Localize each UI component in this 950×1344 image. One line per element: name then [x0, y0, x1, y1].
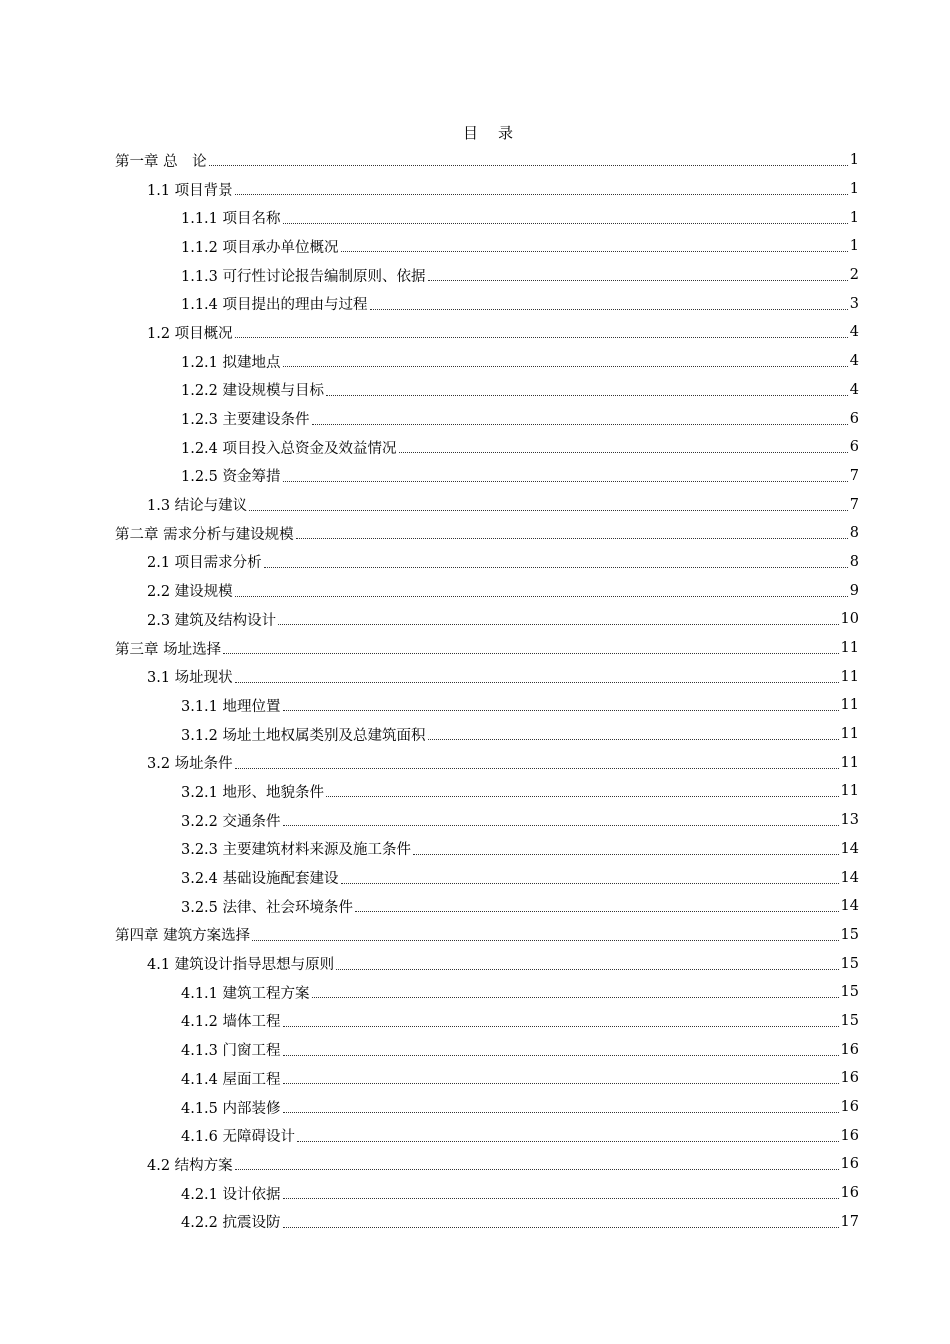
toc-entry[interactable]	[115, 691, 859, 720]
toc-entry-page-number: 6	[849, 439, 859, 456]
dot-leader	[370, 308, 848, 310]
toc-entry-title: 第二章 需求分析与建设规模	[115, 523, 295, 544]
toc-entry[interactable]	[115, 261, 859, 290]
toc-entry[interactable]	[115, 1179, 859, 1208]
dot-leader	[341, 882, 839, 884]
toc-entry-page-number: 1	[849, 152, 859, 169]
toc-entry-page-number: 16	[840, 1185, 859, 1202]
dot-leader	[296, 537, 848, 539]
dot-leader	[283, 365, 848, 367]
dot-leader	[252, 939, 838, 941]
toc-entry-page-number: 13	[840, 812, 859, 829]
toc-entry-page-number: 11	[840, 783, 859, 800]
toc-entry[interactable]	[115, 462, 859, 491]
dot-leader	[283, 709, 839, 711]
toc-entry-title: 3.1.2 场址土地权属类别及总建筑面积	[181, 724, 427, 745]
toc-entry-title: 4.1.3 门窗工程	[181, 1039, 282, 1060]
toc-heading-right: 录	[498, 124, 514, 142]
dot-leader	[235, 1168, 839, 1170]
toc-entry-title: 4.2.1 设计依据	[181, 1183, 282, 1204]
dot-leader	[283, 1054, 839, 1056]
toc-entry-page-number: 6	[849, 410, 859, 427]
toc-entry-title: 2.1 项目需求分析	[147, 551, 263, 572]
toc-entry-page-number: 16	[840, 1041, 859, 1058]
dot-leader	[413, 853, 839, 855]
toc-entry-page-number: 11	[840, 754, 859, 771]
toc-entry[interactable]	[115, 863, 859, 892]
toc-entry-title: 1.2.2 建设规模与目标	[181, 379, 325, 400]
toc-entry-title: 4.2 结构方案	[147, 1154, 234, 1175]
toc-entry-page-number: 11	[840, 640, 859, 657]
dot-leader	[264, 566, 848, 568]
toc-entry-title: 2.3 建筑及结构设计	[147, 609, 277, 630]
toc-entry-page-number: 4	[849, 353, 859, 370]
dot-leader	[428, 738, 839, 740]
toc-entry-page-number: 7	[849, 496, 859, 513]
toc-entry[interactable]	[115, 1007, 859, 1036]
toc-entry-title: 第一章 总 论	[115, 150, 208, 171]
toc-entry-title: 4.1.6 无障碍设计	[181, 1125, 296, 1146]
toc-entry-page-number: 8	[849, 525, 859, 542]
toc-entry[interactable]	[115, 548, 859, 577]
toc-entry-page-number: 16	[840, 1070, 859, 1087]
dot-leader	[326, 795, 839, 797]
toc-entry-page-number: 14	[840, 840, 859, 857]
toc-entry-page-number: 15	[840, 1012, 859, 1029]
toc-entry-title: 第四章 建筑方案选择	[115, 924, 251, 945]
dot-leader	[428, 279, 848, 281]
toc-entry[interactable]	[115, 490, 859, 519]
toc-entry[interactable]	[115, 1150, 859, 1179]
toc-entry[interactable]	[115, 289, 859, 318]
toc-entry[interactable]	[115, 720, 859, 749]
toc-entry-title: 1.1.2 项目承办单位概况	[181, 236, 340, 257]
dot-leader	[283, 480, 848, 482]
toc-entry[interactable]	[115, 634, 859, 663]
dot-leader	[312, 423, 848, 425]
toc-entry-page-number: 15	[840, 926, 859, 943]
toc-entry-title: 4.1 建筑设计指导思想与原则	[147, 953, 335, 974]
dot-leader	[249, 509, 848, 511]
toc-entry[interactable]	[115, 1207, 859, 1236]
dot-leader	[278, 623, 838, 625]
toc-entry[interactable]	[115, 519, 859, 548]
toc-entry-page-number: 10	[840, 611, 859, 628]
toc-entry-title: 1.2 项目概况	[147, 322, 234, 343]
toc-entry-title: 3.2.1 地形、地貌条件	[181, 781, 325, 802]
toc-entry-title: 3.1 场址现状	[147, 666, 234, 687]
dot-leader	[209, 164, 848, 166]
dot-leader	[235, 767, 839, 769]
toc-entry-page-number: 7	[849, 467, 859, 484]
dot-leader	[355, 910, 839, 912]
toc-entry[interactable]	[115, 777, 859, 806]
toc-entry-title: 1.2.1 拟建地点	[181, 351, 282, 372]
toc-entry-title: 3.2.4 基础设施配套建设	[181, 867, 340, 888]
toc-entry-title: 3.2.2 交通条件	[181, 810, 282, 831]
toc-entry[interactable]	[115, 1121, 859, 1150]
toc-heading	[0, 122, 950, 144]
toc-entry[interactable]	[115, 921, 859, 950]
toc-entry-title: 第三章 场址选择	[115, 638, 222, 659]
toc-entry[interactable]	[115, 232, 859, 261]
toc-entry-title: 3.2 场址条件	[147, 752, 234, 773]
toc-entry[interactable]	[115, 347, 859, 376]
dot-leader	[326, 394, 848, 396]
dot-leader	[235, 595, 848, 597]
toc-entry-page-number: 11	[840, 668, 859, 685]
toc-entry-page-number: 14	[840, 869, 859, 886]
toc-entry-page-number: 8	[849, 553, 859, 570]
toc-entry-title: 1.1.4 项目提出的理由与过程	[181, 293, 369, 314]
dot-leader	[283, 824, 839, 826]
dot-leader	[283, 1197, 839, 1199]
toc-entry-title: 3.2.5 法律、社会环境条件	[181, 896, 354, 917]
toc-entry[interactable]	[115, 433, 859, 462]
dot-leader	[341, 250, 848, 252]
dot-leader	[235, 681, 839, 683]
toc-entry[interactable]	[115, 662, 859, 691]
toc-entry-title: 4.1.1 建筑工程方案	[181, 982, 311, 1003]
toc-entry-title: 1.1.1 项目名称	[181, 207, 282, 228]
dot-leader	[283, 1082, 839, 1084]
dot-leader	[297, 1140, 839, 1142]
toc-entry[interactable]	[115, 1093, 859, 1122]
dot-leader	[283, 1025, 839, 1027]
toc-entry-page-number: 4	[849, 381, 859, 398]
dot-leader	[223, 652, 838, 654]
toc-entry-page-number: 11	[840, 726, 859, 743]
toc-entry-page-number: 15	[840, 955, 859, 972]
toc-entry[interactable]	[115, 806, 859, 835]
toc-entry-page-number: 4	[849, 324, 859, 341]
toc-entry-page-number: 16	[840, 1156, 859, 1173]
toc-entry-page-number: 1	[849, 238, 859, 255]
toc-entry-title: 3.1.1 地理位置	[181, 695, 282, 716]
toc-entry[interactable]	[115, 978, 859, 1007]
toc-entry[interactable]	[115, 1035, 859, 1064]
toc-entry[interactable]	[115, 203, 859, 232]
toc-entry-page-number: 15	[840, 984, 859, 1001]
toc-entry-page-number: 2	[849, 267, 859, 284]
toc-entry-title: 3.2.3 主要建筑材料来源及施工条件	[181, 838, 412, 859]
toc-entry-title: 4.1.5 内部装修	[181, 1097, 282, 1118]
toc-entry-page-number: 16	[840, 1127, 859, 1144]
dot-leader	[312, 996, 839, 998]
toc-entry[interactable]	[115, 892, 859, 921]
toc-entry-page-number: 9	[849, 582, 859, 599]
toc-entry-title: 1.3 结论与建议	[147, 494, 248, 515]
toc-entry-title: 1.1.3 可行性讨论报告编制原则、依据	[181, 265, 427, 286]
toc-entry-title: 1.1 项目背景	[147, 179, 234, 200]
dot-leader	[235, 336, 848, 338]
toc-entry-page-number: 11	[840, 697, 859, 714]
toc-entry-title: 1.2.5 资金筹措	[181, 465, 282, 486]
dot-leader	[283, 1111, 839, 1113]
dot-leader	[399, 451, 848, 453]
toc-heading-left: 目	[462, 124, 478, 142]
toc-entry-page-number: 17	[840, 1213, 859, 1230]
toc-entry-page-number: 1	[849, 209, 859, 226]
toc-entry[interactable]	[115, 1064, 859, 1093]
toc-entry-page-number: 16	[840, 1099, 859, 1116]
toc-entry[interactable]	[115, 146, 859, 175]
toc-entry[interactable]	[115, 318, 859, 347]
toc-entry-page-number: 3	[849, 295, 859, 312]
dot-leader	[283, 222, 848, 224]
toc-entry-title: 4.1.4 屋面工程	[181, 1068, 282, 1089]
toc-entry[interactable]	[115, 605, 859, 634]
toc-entry[interactable]	[115, 949, 859, 978]
toc-entry-title: 4.2.2 抗震设防	[181, 1211, 282, 1232]
dot-leader	[235, 193, 848, 195]
dot-leader	[283, 1226, 839, 1228]
toc-entry-title: 4.1.2 墙体工程	[181, 1010, 282, 1031]
table-of-contents	[115, 146, 859, 1236]
toc-entry[interactable]	[115, 404, 859, 433]
dot-leader	[336, 968, 838, 970]
toc-entry[interactable]	[115, 748, 859, 777]
toc-entry-title: 1.2.4 项目投入总资金及效益情况	[181, 437, 398, 458]
toc-entry[interactable]	[115, 376, 859, 405]
toc-entry-title: 2.2 建设规模	[147, 580, 234, 601]
toc-entry[interactable]	[115, 175, 859, 204]
toc-entry-page-number: 1	[849, 181, 859, 198]
toc-entry[interactable]	[115, 576, 859, 605]
toc-entry-title: 1.2.3 主要建设条件	[181, 408, 311, 429]
toc-entry-page-number: 14	[840, 898, 859, 915]
toc-entry[interactable]	[115, 835, 859, 864]
